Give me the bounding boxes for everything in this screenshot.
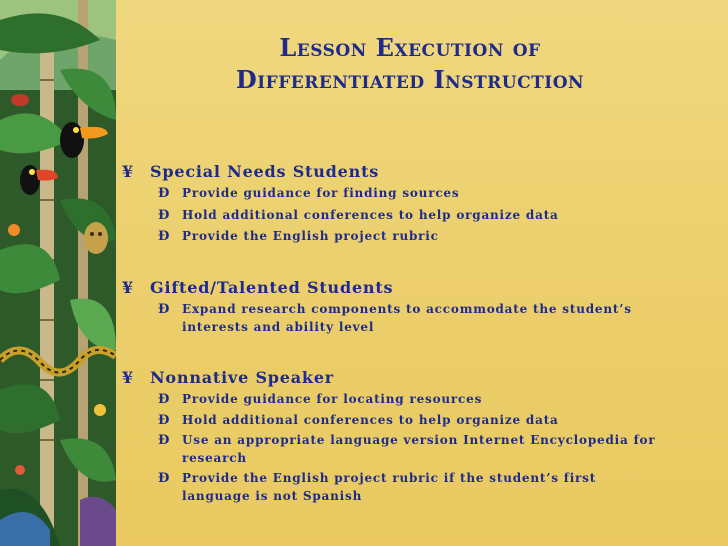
section-gifted-talented (118, 278, 678, 336)
list-item (118, 412, 662, 430)
list-item-text: Hold additional conferences to help organize data (182, 207, 559, 222)
list-item (118, 470, 662, 505)
jungle-illustration-graphic (0, 0, 116, 546)
bullet-eth-icon: Ð (158, 302, 171, 317)
bullet-yen-icon: ¥ (122, 368, 134, 387)
list-item (118, 228, 662, 246)
bullet-eth-icon: Ð (158, 392, 171, 407)
bullet-eth-icon: Ð (158, 207, 171, 223)
list-item (118, 391, 662, 409)
section-nonnative-speaker (118, 368, 678, 505)
section-heading-text: Nonnative Speaker (150, 368, 335, 387)
bullet-eth-icon: Ð (158, 433, 171, 448)
list-item-text: Expand research components to accommodate the student’s interests and ability level (182, 302, 632, 334)
bullet-eth-icon: Ð (158, 412, 171, 428)
bullet-yen-icon: ¥ (122, 278, 134, 297)
list-item-text: Provide guidance for locating resources (182, 392, 483, 406)
section-items (118, 301, 678, 336)
section-heading (118, 278, 678, 298)
list-item (118, 207, 662, 225)
list-item (118, 432, 662, 467)
list-item (118, 185, 662, 203)
list-item-text: Hold additional conferences to help organize data (182, 412, 559, 427)
section-heading-text: Special Needs Students (150, 162, 380, 181)
section-special-needs (118, 162, 678, 246)
bullet-eth-icon: Ð (158, 471, 171, 486)
slide-title-line-2: Differentiated Instruction (235, 65, 585, 94)
section-heading (118, 162, 678, 182)
list-item-text: Provide the English project rubric (182, 229, 439, 243)
list-item-text: Use an appropriate language version Internet Encyclopedia for research (182, 433, 656, 465)
jungle-illustration (0, 0, 116, 546)
section-items (118, 185, 678, 246)
section-heading-text: Gifted/Talented Students (150, 278, 394, 297)
bullet-yen-icon: ¥ (122, 162, 134, 181)
slide-title (150, 32, 670, 96)
section-items (118, 391, 678, 505)
list-item-text: Provide the English project rubric if the student’s first language is not Spanish (182, 471, 597, 503)
section-heading (118, 368, 678, 388)
list-item (118, 301, 662, 336)
slide-title-line-1: Lesson Execution of (279, 33, 541, 62)
bullet-eth-icon: Ð (158, 229, 171, 244)
bullet-eth-icon: Ð (158, 186, 171, 201)
list-item-text: Provide guidance for finding sources (182, 186, 460, 200)
